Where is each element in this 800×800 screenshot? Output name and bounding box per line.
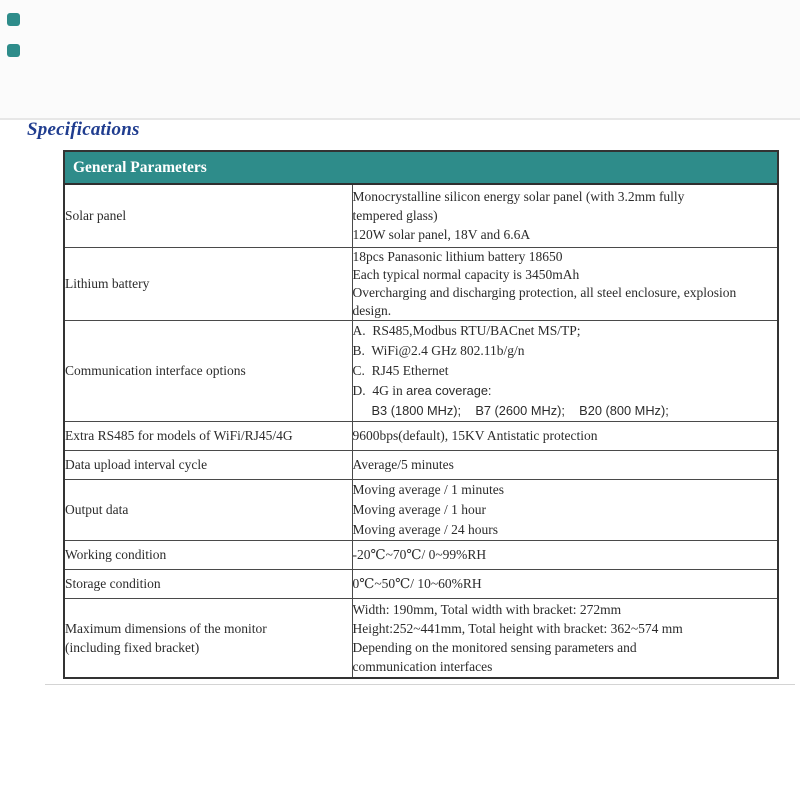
value-line-bands: B3 (1800 MHz); B7 (2600 MHz); B20 (800 MHz); <box>371 402 669 418</box>
value-line: 18pcs Panasonic lithium battery 18650 <box>352 248 563 264</box>
table-header-row <box>64 151 778 184</box>
row-storage-condition <box>64 569 778 598</box>
row-label: Communication interface options <box>64 320 352 421</box>
value-line: design. <box>352 302 392 318</box>
row-data-upload-interval <box>64 450 778 479</box>
row-value <box>352 479 778 540</box>
row-communication-interface <box>64 320 778 421</box>
value-line: Average/5 minutes <box>352 457 454 472</box>
label-line: (including fixed bracket) <box>65 639 200 655</box>
value-line: C. RJ45 Ethernet <box>352 362 449 378</box>
row-working-condition <box>64 540 778 569</box>
value-line: Overcharging and discharging protection, all steel enclosure, explosion <box>352 284 737 300</box>
row-label: Storage condition <box>64 569 352 598</box>
row-value <box>352 598 778 678</box>
page-title: Specifications <box>27 119 140 140</box>
value-line: 9600bps(default), 15KV Antistatic protection <box>352 428 598 443</box>
row-solar-panel <box>64 184 778 247</box>
row-label: Data upload interval cycle <box>64 450 352 479</box>
label-line: Maximum dimensions of the monitor <box>65 620 267 636</box>
value-line: Moving average / 1 minutes <box>352 481 504 497</box>
viewer-panel-icon-2[interactable] <box>7 44 20 57</box>
value-line: B. WiFi@2.4 GHz 802.11b/g/n <box>352 342 525 358</box>
row-value <box>352 450 778 479</box>
row-value <box>352 569 778 598</box>
value-line: Moving average / 1 hour <box>352 501 486 517</box>
value-line-serif-part: D. 4G in <box>352 382 407 398</box>
value-line-sans-part: area coverage: <box>406 382 492 398</box>
row-maximum-dimensions <box>64 598 778 678</box>
value-line: Height:252~441mm, Total height with bracket: 362~574 mm <box>352 620 683 636</box>
row-output-data <box>64 479 778 540</box>
value-line-mixed <box>353 381 778 401</box>
page-top-margin <box>0 0 800 118</box>
row-label: Working condition <box>64 540 352 569</box>
row-extra-rs485 <box>64 421 778 450</box>
value-line: Monocrystalline silicon energy solar panel (with 3.2mm fully <box>352 189 685 205</box>
row-value <box>352 320 778 421</box>
row-label: Lithium battery <box>64 247 352 320</box>
row-lithium-battery <box>64 247 778 320</box>
value-line: tempered glass) <box>352 208 438 224</box>
value-line: 120W solar panel, 18V and 6.6A <box>352 227 531 243</box>
row-value <box>352 540 778 569</box>
value-line: Width: 190mm, Total width with bracket: 272mm <box>352 601 622 617</box>
value-line: Moving average / 24 hours <box>352 521 498 537</box>
value-line: Each typical normal capacity is 3450mAh <box>352 266 580 282</box>
page-bottom-faint-line <box>45 684 795 685</box>
value-line: communication interfaces <box>352 658 493 674</box>
row-label <box>64 598 352 678</box>
value-line: A. RS485,Modbus RTU/BACnet MS/TP; <box>352 322 581 338</box>
specifications-table <box>63 150 779 679</box>
value-line: Depending on the monitored sensing parameters and <box>352 639 637 655</box>
table-header-title: General Parameters <box>64 151 778 184</box>
row-value <box>352 247 778 320</box>
row-label: Solar panel <box>64 184 352 247</box>
row-value <box>352 421 778 450</box>
value-line: -20℃~70℃/ 0~99%RH <box>352 547 487 562</box>
viewer-panel-icon[interactable] <box>7 13 20 26</box>
row-label: Output data <box>64 479 352 540</box>
row-label: Extra RS485 for models of WiFi/RJ45/4G <box>64 421 352 450</box>
row-value <box>352 184 778 247</box>
value-line: 0℃~50℃/ 10~60%RH <box>352 576 482 591</box>
